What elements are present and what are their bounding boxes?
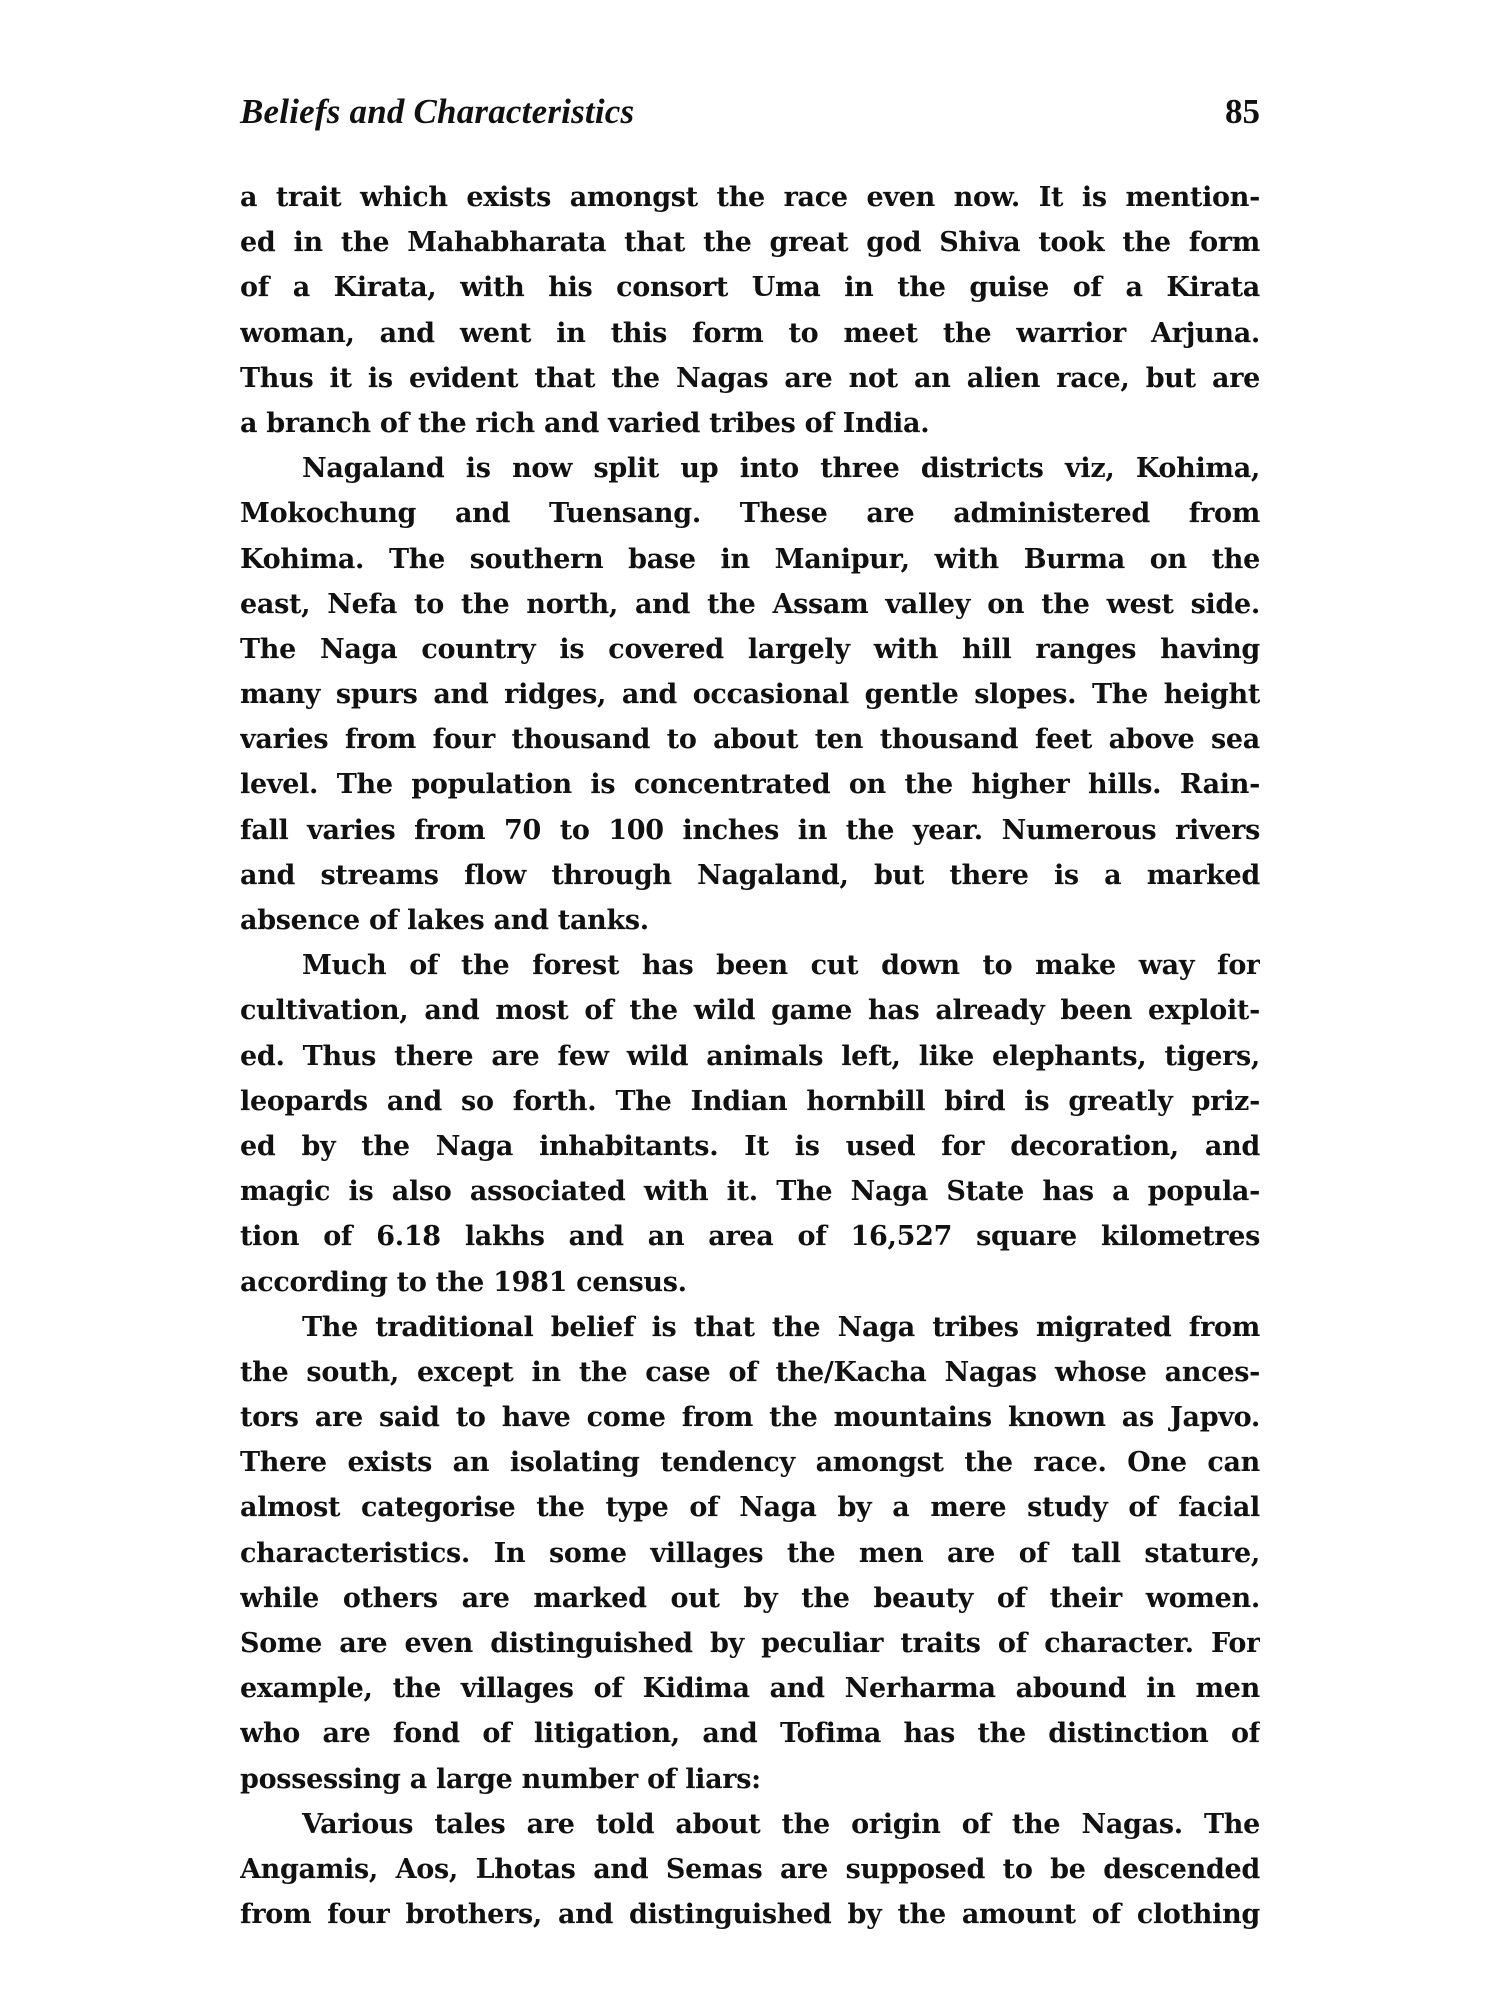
- text-line: varies from four thousand to about ten thousand feet above sea: [240, 724, 1260, 756]
- text-line: from four brothers, and distinguished by the amount of clothing: [240, 1899, 1260, 1931]
- text-line: ed in the Mahabharata that the great god Shiva took the form: [240, 227, 1260, 259]
- text-line: level. The population is concentrated on the higher hills. Rain-: [240, 769, 1260, 801]
- text-line: of a Kirata, with his consort Uma in the guise of a Kirata: [240, 272, 1260, 304]
- paragraph-start-line: The traditional belief is that the Naga tribes migrated from: [302, 1311, 1260, 1343]
- text-line: leopards and so forth. The Indian hornbill bird is greatly priz-: [240, 1085, 1260, 1117]
- text-line: woman, and went in this form to meet the warrior Arjuna.: [240, 317, 1260, 349]
- text-line: the south, except in the case of the/Kacha Nagas whose ances-: [240, 1356, 1260, 1388]
- running-header: [240, 92, 1260, 144]
- text-line: according to the 1981 census.: [240, 1266, 687, 1298]
- paragraph-start-line: Much of the forest has been cut down to make way for: [302, 950, 1260, 982]
- text-line: example, the villages of Kidima and Nerharma abound in men: [240, 1673, 1260, 1705]
- text-line: characteristics. In some villages the men are of tall stature,: [240, 1537, 1260, 1569]
- text-line: east, Nefa to the north, and the Assam valley on the west side.: [240, 588, 1260, 620]
- text-line: Angamis, Aos, Lhotas and Semas are supposed to be descended: [240, 1853, 1260, 1885]
- paragraph-start-line: Various tales are told about the origin of the Nagas. The: [302, 1808, 1260, 1840]
- text-line: a branch of the rich and varied tribes of India.: [240, 407, 930, 439]
- text-line: fall varies from 70 to 100 inches in the year. Numerous rivers: [240, 814, 1260, 846]
- text-line: magic is also associated with it. The Naga State has a popula-: [240, 1176, 1260, 1208]
- text-line: tion of 6.18 lakhs and an area of 16,527 square kilometres: [240, 1221, 1260, 1253]
- text-line: absence of lakes and tanks.: [240, 905, 649, 936]
- text-line: There exists an isolating tendency amongst the race. One can: [240, 1447, 1260, 1479]
- body-text: [240, 175, 1260, 1937]
- text-line: cultivation, and most of the wild game has already been exploit-: [240, 995, 1260, 1027]
- text-line: who are fond of litigation, and Tofima has the distinction of: [240, 1718, 1260, 1750]
- text-line: Some are even distinguished by peculiar traits of character. For: [240, 1628, 1260, 1659]
- text-line: possessing a large number of liars:: [240, 1763, 761, 1795]
- text-line: ed by the Naga inhabitants. It is used for decoration, and: [240, 1130, 1260, 1162]
- text-line: Kohima. The southern base in Manipur, with Burma on the: [240, 543, 1260, 575]
- text-line: Mokochung and Tuensang. These are administered from: [240, 498, 1260, 530]
- text-line: and streams flow through Nagaland, but there is a marked: [240, 859, 1260, 891]
- paragraph-start-line: Nagaland is now split up into three districts viz, Kohima,: [302, 453, 1260, 485]
- text-line: almost categorise the type of Naga by a mere study of facial: [240, 1492, 1260, 1524]
- text-line: The Naga country is covered largely with hill ranges having: [240, 633, 1260, 665]
- running-title: Beliefs and Characteristics: [240, 92, 635, 131]
- text-line: many spurs and ridges, and occasional gentle slopes. The height: [240, 679, 1260, 711]
- page-number: 85: [1225, 92, 1260, 131]
- text-line: Thus it is evident that the Nagas are not an alien race, but are: [240, 362, 1260, 394]
- text-line: a trait which exists amongst the race even now. It is mention-: [240, 182, 1260, 213]
- text-line: tors are said to have come from the mountains known as Japvo.: [240, 1402, 1260, 1434]
- text-line: ed. Thus there are few wild animals left, like elephants, tigers,: [240, 1040, 1260, 1072]
- text-line: while others are marked out by the beauty of their women.: [240, 1582, 1260, 1614]
